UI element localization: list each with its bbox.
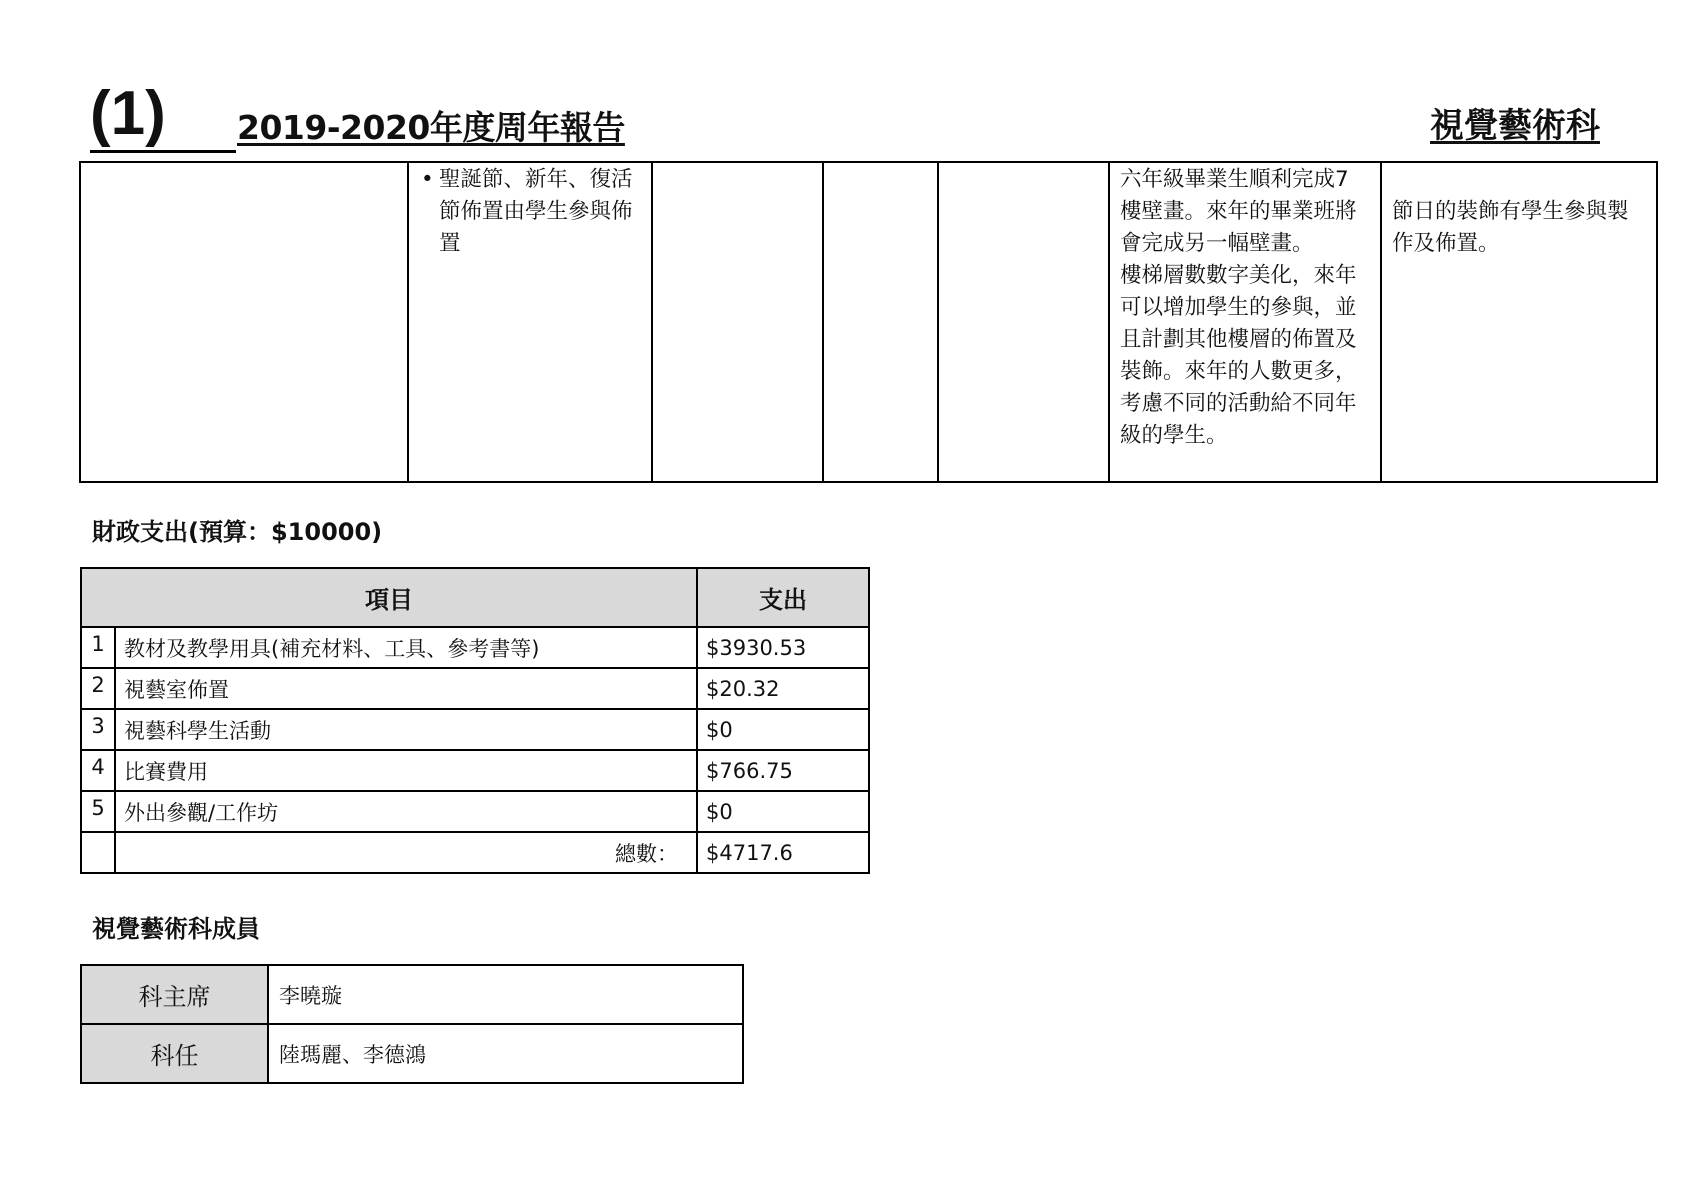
plan-cell-empty <box>938 162 1109 482</box>
table-row <box>81 1024 743 1083</box>
row-item: 教材及教學用具(補充材料、工具、參考書等) <box>115 627 697 668</box>
budget-total-row <box>81 832 869 873</box>
strategy-bullet-list <box>419 164 641 260</box>
row-index: 4 <box>81 750 115 791</box>
plan-cell-empty <box>652 162 823 482</box>
subject-title: 視覺藝術科 <box>1430 106 1600 146</box>
row-amount: $0 <box>697 791 869 832</box>
row-amount: $3930.53 <box>697 627 869 668</box>
plan-cell-empty <box>80 162 408 482</box>
member-role: 科任 <box>81 1024 268 1083</box>
section-number: (1) <box>90 79 166 148</box>
total-amount: $4717.6 <box>697 832 869 873</box>
plan-cell-remarks: 節日的裝飾有學生參與製作及佈置。 <box>1381 162 1657 482</box>
table-row <box>81 750 869 791</box>
members-heading: 視覺藝術科成員 <box>92 915 260 943</box>
table-row <box>81 791 869 832</box>
row-amount: $0 <box>697 709 869 750</box>
table-row <box>81 709 869 750</box>
row-item: 比賽費用 <box>115 750 697 791</box>
reflection-paragraph: 樓梯層數數字美化，來年可以增加學生的參與，並且計劃其他樓層的佈置及裝飾。來年的人數更多，考慮不同的活動給不同年級的學生。 <box>1120 263 1357 448</box>
row-index: 3 <box>81 709 115 750</box>
row-item: 外出參觀/工作坊 <box>115 791 697 832</box>
budget-header-row <box>81 568 869 627</box>
plan-evaluation-table <box>79 161 1658 483</box>
budget-col-expense: 支出 <box>697 568 869 627</box>
row-item: 視藝科學生活動 <box>115 709 697 750</box>
plan-cell-strategy <box>408 162 652 482</box>
plan-cell-reflection <box>1109 162 1381 482</box>
reflection-paragraph: 六年級畢業生順利完成7樓壁畫。來年的畢業班將會完成另一幅壁畫。 <box>1120 167 1357 256</box>
row-item: 視藝室佈置 <box>115 668 697 709</box>
member-names: 陸瑪麗、李德鴻 <box>268 1024 743 1083</box>
table-row <box>81 668 869 709</box>
total-label: 總數： <box>115 832 697 873</box>
list-item: • 聖誕節、新年、復活節佈置由學生參與佈置 <box>419 164 641 260</box>
row-index: 5 <box>81 791 115 832</box>
report-title: 2019-2020年度周年報告 <box>237 108 625 147</box>
members-table <box>80 964 744 1084</box>
member-role: 科主席 <box>81 965 268 1024</box>
table-row <box>80 162 1657 482</box>
table-row <box>81 627 869 668</box>
row-index-empty <box>81 832 115 873</box>
row-amount: $20.32 <box>697 668 869 709</box>
budget-heading: 財政支出(預算：$10000) <box>92 518 383 546</box>
member-names: 李曉璇 <box>268 965 743 1024</box>
row-amount: $766.75 <box>697 750 869 791</box>
row-index: 1 <box>81 627 115 668</box>
budget-col-item: 項目 <box>81 568 697 627</box>
row-index: 2 <box>81 668 115 709</box>
table-row <box>81 965 743 1024</box>
header-underline-rule <box>90 150 236 153</box>
plan-cell-empty <box>823 162 938 482</box>
budget-table <box>80 567 870 874</box>
